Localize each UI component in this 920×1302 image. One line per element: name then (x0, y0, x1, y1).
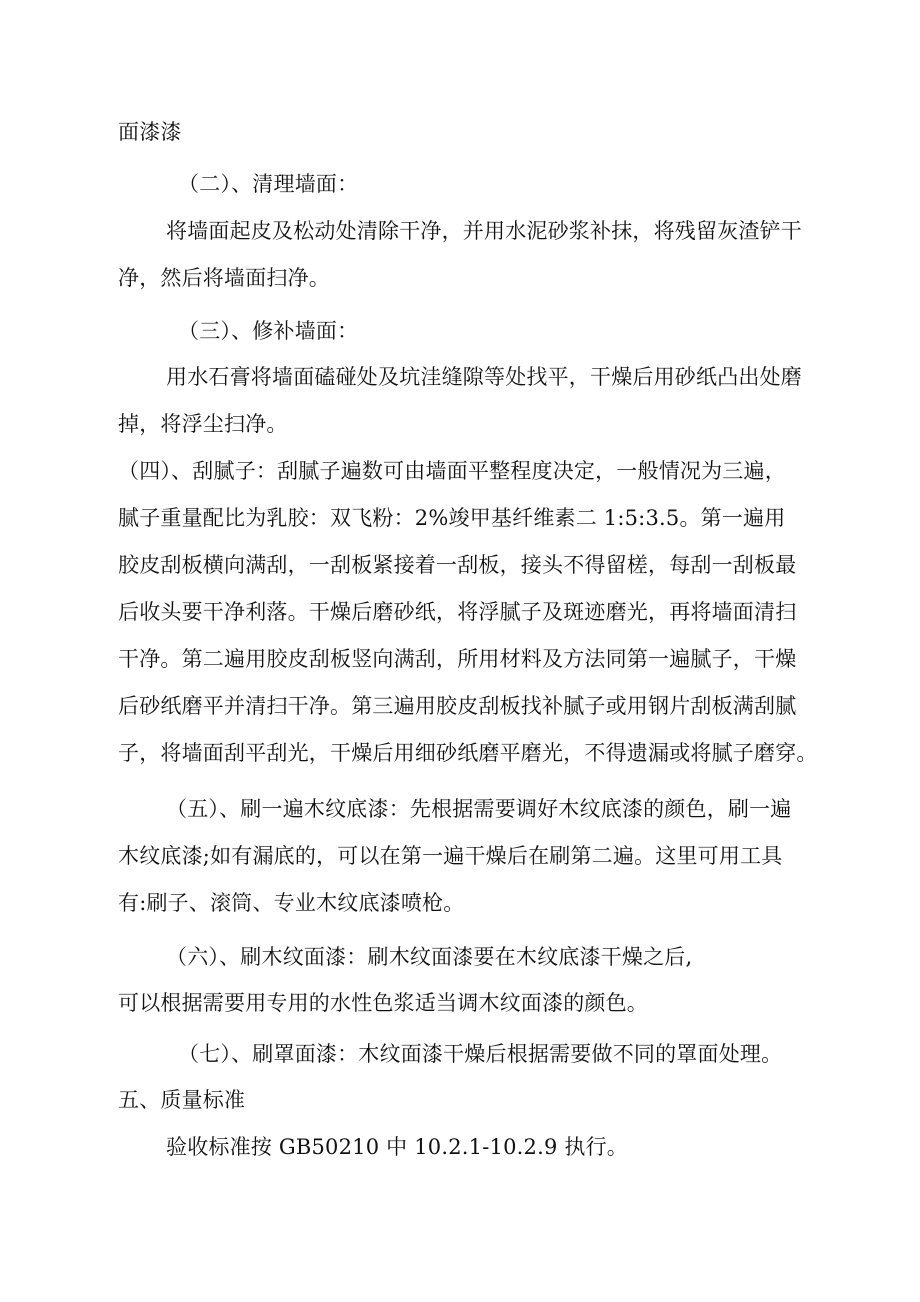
paragraph-line-4: 净，然后将墙面扫净。 (118, 266, 330, 290)
paragraph-line-15: （五）、刷一遍木纹底漆：先根据需要调好木纹底漆的颜色，刷一遍 (166, 797, 792, 821)
section-heading-2: （二）、清理墙面： (178, 172, 359, 196)
paragraph-line-10: 胶皮刮板横向满刮，一刮板紧接着一刮板，接头不得留槎，每刮一刮板最 (118, 553, 797, 577)
paragraph-line-11: 后收头要干净利落。干燥后磨砂纸，将浮腻子及斑迹磨光，再将墙面清扫 (118, 600, 797, 624)
paragraph-line-17: 有:刷子、滚筒、专业木纹底漆喷枪。 (118, 891, 465, 915)
paragraph-line-22: 验收标准按 GB50210 中 10.2.1-10.2.9 执行。 (166, 1135, 628, 1159)
text-line-1: 面漆漆 (118, 120, 182, 144)
paragraph-line-7: 掉，将浮尘扫净。 (118, 412, 288, 436)
paragraph-line-20: （七）、刷罩面漆：木纹面漆干燥后根据需要做不同的罩面处理。 (178, 1042, 783, 1066)
paragraph-line-19: 可以根据需要用专用的水性色浆适当调木纹面漆的颜色。 (118, 991, 648, 1015)
paragraph-line-12: 干净。第二遍用胶皮刮板竖向满刮，所用材料及方法同第一遍腻子，干燥 (118, 647, 797, 671)
paragraph-line-16: 木纹底漆;如有漏底的，可以在第一遍干燥后在刷第二遍。这里可用工具 (118, 844, 783, 868)
paragraph-line-6: 用水石膏将墙面磕碰处及坑洼缝隙等处找平，干燥后用砂纸凸出处磨 (166, 365, 802, 389)
section-heading-quality: 五、质量标准 (118, 1088, 246, 1112)
paragraph-line-13: 后砂纸磨平并清扫干净。第三遍用胶皮刮板找补腻子或用钢片刮板满刮腻 (118, 694, 797, 718)
section-heading-3: （三）、修补墙面： (178, 319, 359, 343)
paragraph-line-14: 子，将墙面刮平刮光，干燥后用细砂纸磨平磨光，不得遗漏或将腻子磨穿。 (118, 741, 818, 765)
paragraph-line-18: （六）、刷木纹面漆：刷木纹面漆要在木纹底漆干燥之后, (166, 945, 693, 969)
paragraph-line-8: （四）、刮腻子：刮腻子遍数可由墙面平整程度决定，一般情况为三遍， (118, 459, 786, 483)
paragraph-line-3: 将墙面起皮及松动处清除干净，并用水泥砂浆补抹，将残留灰渣铲干 (166, 219, 802, 243)
paragraph-line-9: 腻子重量配比为乳胶：双飞粉：2%竣甲基纤维素二 1:5:3.5。第一遍用 (118, 506, 786, 530)
